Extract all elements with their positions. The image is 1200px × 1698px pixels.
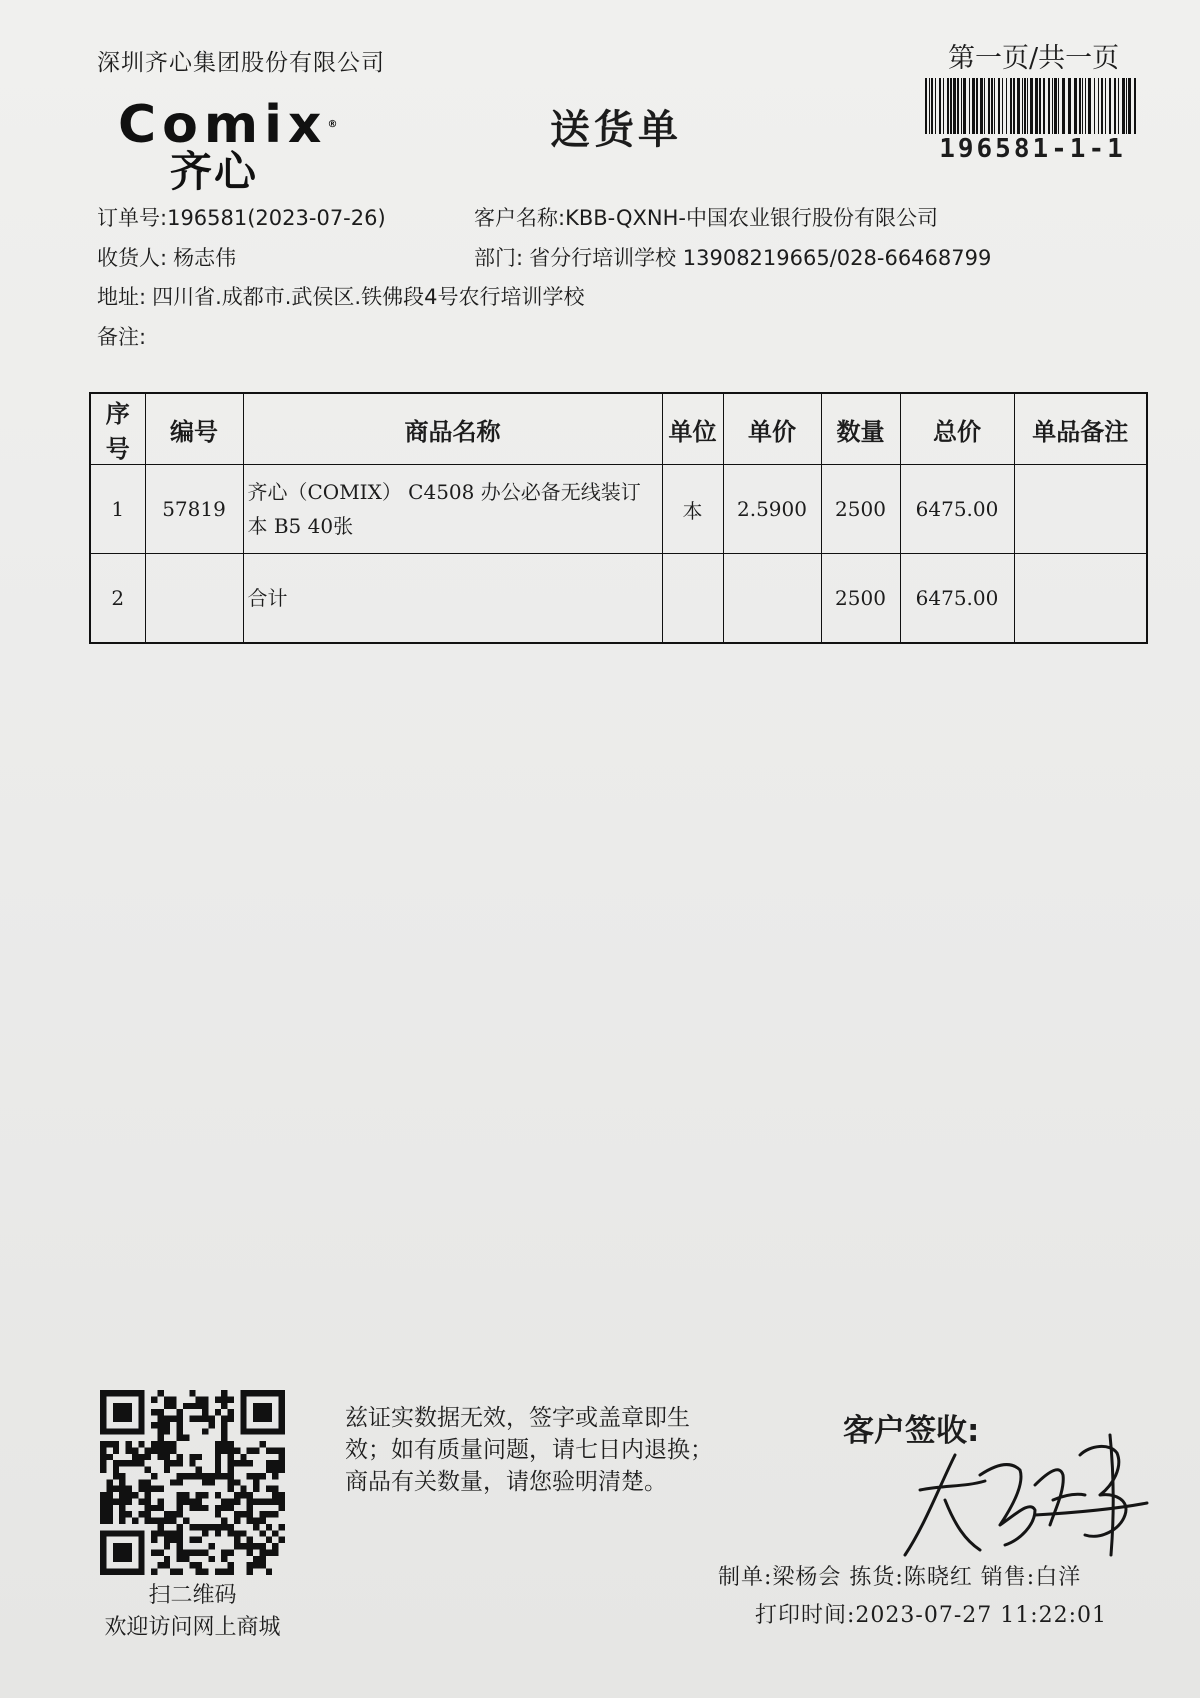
address-label: 地址:	[97, 285, 147, 309]
qr-code-icon	[100, 1390, 285, 1575]
cell-total: 6475.00	[900, 465, 1014, 554]
department	[474, 242, 991, 272]
order-number-value: 196581(2023-07-26)	[167, 206, 386, 230]
column-header: 序号	[90, 393, 145, 465]
cell-note	[1014, 465, 1147, 554]
logo-chinese: 齐心	[170, 147, 259, 196]
column-header: 单价	[723, 393, 821, 465]
department-value: 省分行培训学校 13908219665/028-66468799	[529, 246, 992, 270]
cell-qty: 2500	[821, 465, 900, 554]
order-number-label: 订单号:	[97, 206, 168, 230]
cell-code: 57819	[145, 465, 243, 554]
column-header: 数量	[821, 393, 900, 465]
notice-line: 商品有关数量，请您验明清楚。	[345, 1469, 667, 1495]
customer-signature-label: 客户签收:	[843, 1413, 980, 1449]
remark	[97, 321, 146, 351]
company-name: 深圳齐心集团股份有限公司	[97, 50, 385, 76]
cell-seq: 2	[90, 554, 145, 644]
column-header: 单位	[662, 393, 723, 465]
table-row	[90, 465, 1147, 554]
column-header: 总价	[900, 393, 1014, 465]
cell-product-name: 齐心（COMIX） C4508 办公必备无线装订本 B5 40张	[243, 465, 662, 554]
cell-product-name: 合计	[243, 554, 662, 644]
receiver-label: 收货人:	[97, 246, 168, 270]
table-row	[90, 554, 1147, 644]
cell-price	[723, 554, 821, 644]
cell-note	[1014, 554, 1147, 644]
cell-qty: 2500	[821, 554, 900, 644]
column-header: 商品名称	[243, 393, 662, 465]
cell-unit: 本	[662, 465, 723, 554]
notice-text	[345, 1402, 713, 1498]
receiver	[97, 242, 236, 272]
handwritten-signature	[885, 1415, 1165, 1565]
remark-label: 备注:	[97, 325, 147, 349]
order-number	[97, 202, 386, 232]
notice-line: 效；如有质量问题，请七日内退换；	[345, 1437, 713, 1463]
staff-line: 制单:梁杨会 拣货:陈晓红 销售:白洋	[718, 1565, 1082, 1590]
column-header: 编号	[145, 393, 243, 465]
comix-logo	[118, 95, 338, 196]
barcode-number: 196581-1-1	[939, 134, 1126, 164]
registered-mark-icon: ®	[327, 119, 338, 130]
cell-price: 2.5900	[723, 465, 821, 554]
barcode-icon	[925, 78, 1140, 134]
qr-caption	[85, 1580, 300, 1644]
customer-name	[474, 202, 938, 232]
customer-name-label: 客户名称:	[474, 206, 566, 230]
table-header-row	[90, 393, 1147, 465]
department-label: 部门:	[474, 246, 524, 270]
column-header: 单品备注	[1014, 393, 1147, 465]
notice-line: 兹证实数据无效，签字或盖章即生	[345, 1405, 690, 1431]
document-title: 送货单	[550, 107, 682, 153]
print-time: 打印时间:2023-07-27 11:22:01	[755, 1603, 1108, 1628]
items-table	[89, 392, 1148, 644]
customer-name-value: KBB-QXNH-中国农业银行股份有限公司	[565, 206, 939, 230]
receiver-value: 杨志伟	[173, 246, 237, 270]
qr-caption-line: 欢迎访问网上商城	[104, 1615, 281, 1640]
cell-code	[145, 554, 243, 644]
address-value: 四川省.成都市.武侯区.铁佛段4号农行培训学校	[152, 285, 585, 309]
page-indicator: 第一页/共一页	[948, 43, 1120, 74]
cell-unit	[662, 554, 723, 644]
address	[97, 281, 584, 311]
qr-caption-line: 扫二维码	[148, 1583, 237, 1608]
logo-english: Comix®	[118, 95, 338, 155]
cell-total: 6475.00	[900, 554, 1014, 644]
cell-seq: 1	[90, 465, 145, 554]
